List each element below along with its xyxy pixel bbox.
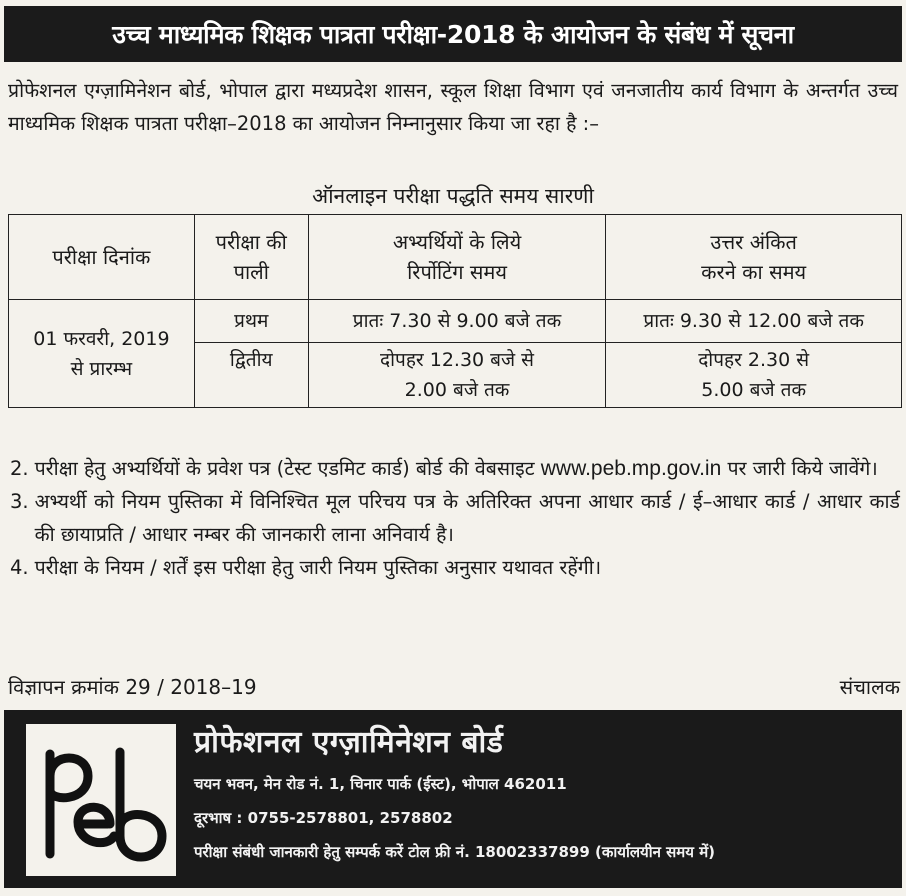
header-answer-line1: उत्तर अंकित <box>710 230 797 254</box>
header-answer-line2: करने का समय <box>701 260 807 284</box>
header-shift <box>194 215 308 300</box>
note-number: 4. <box>10 556 29 579</box>
exam-date-cell <box>9 300 195 408</box>
notes-list <box>10 452 900 584</box>
header-answer-time <box>606 215 902 300</box>
exam-date-line2: से प्रारम्भ <box>70 357 133 380</box>
exam-date-line1: 01 फरवरी, 2019 <box>33 327 170 350</box>
organization-block <box>4 710 902 888</box>
note-number: 2. <box>10 457 29 480</box>
note-item-2 <box>10 452 900 485</box>
intro-paragraph: प्रोफेशनल एग्ज़ामिनेशन बोर्ड, भोपाल द्वारा मध्यप्रदेश शासन, स्कूल शिक्षा विभाग एवं जनजातीय कार्य विभाग के अन्तर्गत उच्च माध्यमिक शिक्षक पात्रता परीक्षा–2018 का आयोजन निम्नानुसार किया जा रहा है :– <box>8 79 898 135</box>
advertisement-number: विज्ञापन क्रमांक 29 / 2018–19 <box>8 675 257 699</box>
table-row <box>9 300 902 343</box>
note-number: 3. <box>10 490 29 513</box>
schedule-header-row <box>9 215 902 300</box>
header-shift-line1: परीक्षा की <box>215 230 287 254</box>
peb-logo <box>26 724 176 876</box>
shift-cell: प्रथम <box>194 300 308 343</box>
note-2-tail: पर जारी किये जावेंगे। <box>727 457 878 480</box>
peb-logo-icon <box>26 724 176 876</box>
shift-cell: द्वितीय <box>194 343 308 408</box>
answer-time-cell: प्रातः 9.30 से 12.00 बजे तक <box>606 300 902 343</box>
organization-name: प्रोफेशनल एग्ज़ामिनेशन बोर्ड <box>194 725 504 760</box>
reporting-time-line2: 2.00 बजे तक <box>404 379 510 401</box>
note-2-text: परीक्षा हेतु अभ्यर्थियों के प्रवेश पत्र (टेस्ट एडमिट कार्ड) बोर्ड की वेबसाइट <box>34 457 535 480</box>
answer-time-line2: 5.00 बजे तक <box>701 379 807 401</box>
organization-address: चयन भवन, मेन रोड नं. 1, चिनार पार्क (ईस्ट), भोपाल 462011 <box>194 775 567 793</box>
answer-time-cell <box>606 343 902 408</box>
note-4-text: परीक्षा के नियम / शर्तें इस परीक्षा हेतु जारी नियम पुस्तिका अनुसार यथावत रहेंगी। <box>34 556 602 579</box>
header-reporting-line1: अभ्यर्थियों के लिये <box>392 230 522 254</box>
schedule-title: ऑनलाइन परीक्षा पद्धति समय सारणी <box>312 184 594 208</box>
notice-footer <box>8 672 900 702</box>
header-shift-line2: पाली <box>233 260 269 284</box>
note-item-4 <box>10 551 900 584</box>
note-text <box>35 452 900 485</box>
note-item-3 <box>10 485 900 551</box>
notice-title: उच्च माध्यमिक शिक्षक पात्रता परीक्षा-2018 के आयोजन के संबंध में सूचना <box>4 6 902 62</box>
answer-time-line1: दोपहर 2.30 से <box>698 349 810 371</box>
signatory: संचालक <box>839 675 900 699</box>
header-reporting-line2: रिर्पोटिंग समय <box>407 260 507 284</box>
organization-phone: दूरभाष : 0755-2578801, 2578802 <box>194 809 453 827</box>
reporting-time-line1: दोपहर 12.30 बजे से <box>380 349 534 371</box>
schedule-table <box>8 214 902 408</box>
header-reporting-time <box>308 215 606 300</box>
reporting-time-cell: प्रातः 7.30 से 9.00 बजे तक <box>308 300 606 343</box>
organization-tollfree: परीक्षा संबंधी जानकारी हेतु सम्पर्क करें टोल फ्री नं. 18002337899 (कार्यालयीन समय में) <box>194 843 716 861</box>
note-3-text: अभ्यर्थी को नियम पुस्तिका में विनिश्चित मूल परिचय पत्र के अतिरिक्त अपना आधार कार्ड / ई–आधार कार्ड / आधार कार्ड की छायाप्रति / आधार नम्बर की जानकारी लाना अनिवार्य है। <box>34 490 900 546</box>
website-link[interactable]: www.peb.mp.gov.in <box>540 457 722 480</box>
reporting-time-cell <box>308 343 606 408</box>
header-exam-date: परीक्षा दिनांक <box>9 215 195 300</box>
